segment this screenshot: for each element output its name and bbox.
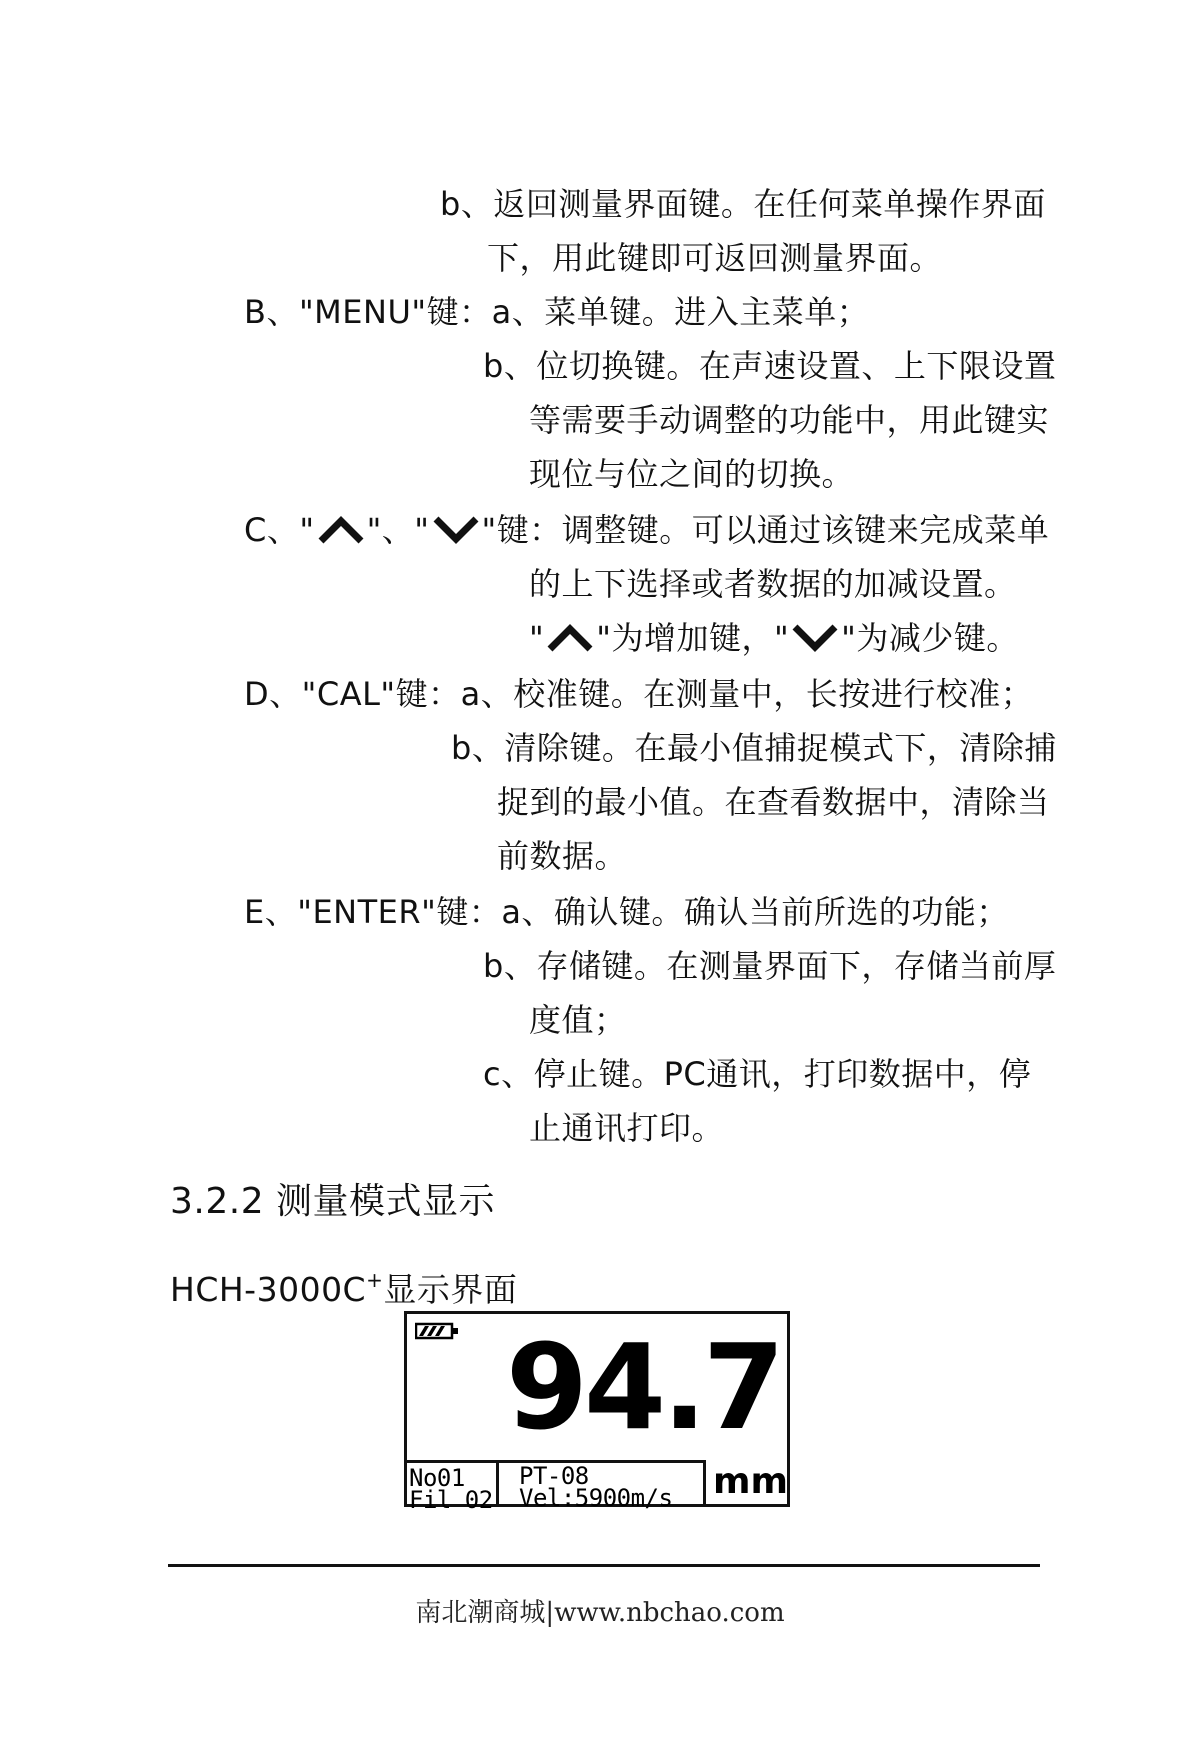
cal-b-line-2: 捉到的最小值。在查看数据中，清除当 [497, 783, 1050, 821]
lcd-display [404, 1311, 790, 1514]
enter-c-line-1: c、停止键。PC通讯，打印数据中，停 [483, 1055, 1032, 1093]
enter-b-line-1: b、存储键。在测量界面下，存储当前厚 [483, 947, 1057, 985]
adjust-key-line [244, 508, 1049, 552]
b-return-line-2: 下，用此键即可返回测量界面。 [487, 239, 943, 277]
caption-tail: 显示界面 [383, 1270, 518, 1309]
lcd-unit: mm [713, 1461, 789, 1502]
caption-sup: + [366, 1268, 384, 1292]
adjust-suffix: "键：调整键。可以通过该键来完成菜单 [481, 511, 1050, 549]
caret-down-icon [430, 515, 482, 545]
section-heading: 3.2.2 测量模式显示 [170, 1181, 496, 1222]
menu-b-line-1: b、位切换键。在声速设置、上下限设置 [483, 347, 1057, 385]
display-caption [170, 1258, 517, 1312]
battery-icon [415, 1322, 459, 1340]
footer-text: 南北潮商城|www.nbchao.com [415, 1598, 785, 1628]
adjust-line-3-inc: "为增加键，" [596, 619, 790, 657]
caret-down-icon [789, 623, 841, 653]
caret-up-icon [544, 623, 596, 653]
lcd-velocity: Vel:5900m/s [519, 1484, 673, 1512]
cal-key-line: D、"CAL"键：a、校准键。在测量中，长按进行校准； [244, 675, 1034, 713]
enter-b-line-2: 度值； [529, 1001, 627, 1039]
thickness-reading: 94.7 [505, 1318, 781, 1456]
enter-key-line: E、"ENTER"键：a、确认键。确认当前所选的功能； [244, 893, 1009, 931]
adjust-line-2: 的上下选择或者数据的加减设置。 [529, 565, 1017, 603]
lcd-record-number: No01 [409, 1464, 465, 1492]
menu-b-line-3: 现位与位之间的切换。 [529, 455, 855, 493]
adjust-line-3-quote: " [529, 619, 545, 657]
adjust-line-3 [529, 616, 1019, 660]
menu-key-line: B、"MENU"键：a、菜单键。进入主菜单； [244, 293, 870, 331]
caption-model: HCH-3000C [170, 1270, 367, 1309]
cal-b-line-1: b、清除键。在最小值捕捉模式下，清除捕 [451, 729, 1057, 767]
cal-b-line-3: 前数据。 [497, 837, 628, 875]
lcd-file-number: Fil 02 [409, 1486, 493, 1514]
lcd-divider [496, 1463, 499, 1504]
caret-up-icon [315, 515, 367, 545]
lcd-divider [703, 1460, 706, 1504]
enter-c-line-2: 止通讯打印。 [529, 1109, 725, 1147]
adjust-prefix: C、" [244, 511, 315, 549]
lcd-probe-model: PT-08 [519, 1462, 589, 1490]
adjust-line-3-dec: "为减少键。 [841, 619, 1019, 657]
menu-b-line-2: 等需要手动调整的功能中，用此键实 [529, 401, 1050, 439]
b-return-line-1: b、返回测量界面键。在任何菜单操作界面 [440, 185, 1046, 223]
footer-divider [168, 1564, 1040, 1567]
adjust-mid: "、" [366, 511, 430, 549]
